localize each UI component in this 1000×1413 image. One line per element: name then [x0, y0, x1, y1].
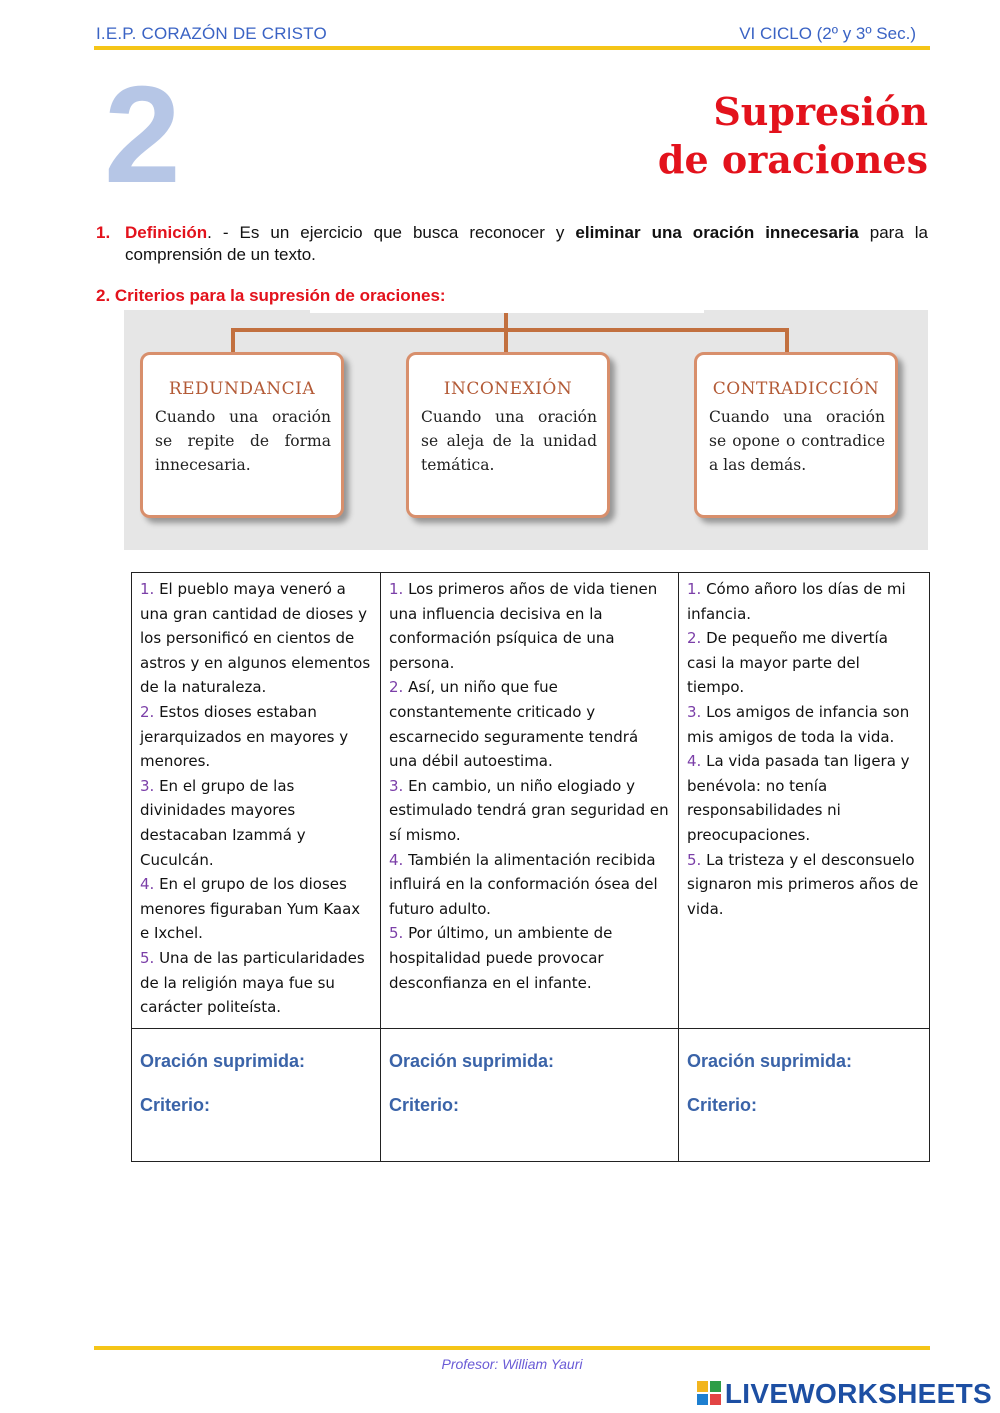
definition-paragraph	[96, 222, 928, 266]
item-text: En cambio, un niño elogiado y estimulado tendrá gran seguridad en sí mismo.	[389, 776, 669, 844]
criterion-contradiccion	[694, 352, 898, 518]
item-text: Estos dioses estaban jerarquizados en mayores y menores.	[140, 702, 349, 771]
teacher-name: Profesor: William Yauri	[441, 1356, 583, 1372]
answer-cell-1[interactable]	[132, 1028, 381, 1161]
title-line-2: de oraciones	[657, 137, 928, 182]
title-line-1: Supresión	[713, 89, 928, 134]
definition-text-b: para la	[858, 223, 929, 242]
criterion-title: REDUNDANCIA	[168, 379, 316, 399]
item-number: 5.	[687, 850, 702, 869]
exercise-table	[131, 572, 930, 1162]
item-text: Por último, un ambiente de hospitalidad puede provocar desconfianza en el infante.	[389, 924, 613, 992]
item-text: En el grupo de los dioses menores figuraban Yum Kaax e Ixchel.	[140, 875, 361, 943]
exercise-1	[132, 573, 381, 1029]
criterion-label: Criterio:	[389, 1095, 460, 1116]
criterion-title: CONTRADICCIÓN	[712, 379, 880, 399]
item-number: 4.	[389, 850, 404, 869]
item-number: 5.	[389, 924, 404, 943]
criteria-diagram	[124, 310, 928, 550]
item-number: 3.	[140, 776, 155, 795]
item-text: Así, un niño que fue constantemente criticado y escarnecido seguramente tendrá una débil autoestima.	[389, 678, 639, 771]
connector-right	[785, 328, 789, 354]
item-text: Los amigos de infancia son mis amigos de toda la vida.	[687, 702, 910, 746]
item-number: 4.	[687, 752, 702, 771]
item-number: 5.	[140, 948, 155, 967]
item-text: De pequeño me divertía casi la mayor parte del tiempo.	[687, 629, 888, 697]
criterion-label: Criterio:	[140, 1095, 211, 1116]
answer-cell-2[interactable]	[381, 1028, 679, 1161]
brand-text: LIVEWORKSHEETS	[724, 1378, 992, 1409]
item-text: Los primeros años de vida tienen una influencia decisiva en la conformación psíquica de una persona.	[389, 580, 658, 672]
criterion-redundancia	[140, 352, 344, 518]
item-number: 2.	[389, 678, 404, 697]
criterion-title: INCONEXIÓN	[443, 379, 573, 399]
item-text: La vida pasada tan ligera y benévola: no tenía responsabilidades ni preocupaciones.	[687, 752, 910, 844]
definition-line-2: comprensión de un texto.	[125, 245, 316, 264]
criterion-label: Criterio:	[687, 1095, 758, 1116]
item-text: El pueblo maya veneró a una gran cantidad de dioses y los personificó en cientos de astros y en algunos elementos de la naturaleza.	[140, 580, 371, 697]
cycle-label: VI CICLO (2º y 3º Sec.)	[739, 24, 916, 43]
criterion-text: Cuando una oración se aleja de la unidad temática.	[421, 408, 597, 474]
definition-number: 1.	[96, 223, 111, 242]
item-text: Una de las particularidades de la religión maya fue su carácter politeísta.	[140, 948, 365, 1017]
answer-cell-3[interactable]	[679, 1028, 930, 1161]
item-number: 1.	[140, 580, 155, 598]
item-text: En el grupo de las divinidades mayores destacaban Izammá y Cuculcán.	[140, 776, 306, 869]
suppressed-label: Oración suprimida:	[687, 1050, 853, 1071]
exercise-3	[679, 573, 930, 1029]
definition-bold: eliminar una oración innecesaria	[575, 223, 859, 242]
suppressed-label: Oración suprimida:	[389, 1050, 555, 1071]
exercise-row	[132, 573, 930, 1029]
exercise-2	[381, 573, 679, 1029]
item-number: 3.	[389, 776, 404, 795]
connector-left	[231, 328, 235, 354]
item-number: 1.	[389, 580, 404, 598]
liveworksheets-brand[interactable]	[697, 1378, 992, 1410]
footer-rule	[94, 1346, 930, 1350]
item-number: 2.	[140, 702, 155, 721]
item-number: 1.	[687, 580, 702, 598]
item-text: La tristeza y el desconsuelo signaron mis primeros años de vida.	[687, 850, 919, 918]
item-text: También la alimentación recibida influirá en la conformación ósea del futuro adulto.	[389, 850, 658, 918]
criteria-heading: 2. Criterios para la supresión de oraciones:	[96, 286, 446, 305]
criterion-text: Cuando una oración se opone o contradice a las demás.	[709, 408, 885, 474]
item-number: 2.	[687, 629, 702, 648]
connector-top-gap	[310, 310, 704, 313]
definition-label: Definición	[125, 223, 208, 242]
connector-bar	[231, 328, 789, 332]
page-title	[658, 88, 928, 184]
suppressed-label: Oración suprimida:	[140, 1050, 306, 1071]
liveworksheets-logo-icon	[697, 1381, 721, 1405]
criterion-inconexion	[406, 352, 610, 518]
item-number: 4.	[140, 875, 155, 894]
lesson-number: 2	[104, 58, 181, 212]
criterion-text: Cuando una oración se repite de forma innecesaria.	[155, 408, 331, 474]
school-name: I.E.P. CORAZÓN DE CRISTO	[96, 24, 327, 43]
connector-center	[504, 328, 508, 354]
header-rule	[94, 46, 930, 50]
item-number: 3.	[687, 702, 702, 721]
item-text: Cómo añoro los días de mi infancia.	[687, 580, 906, 623]
definition-text-a: . - Es un ejercicio que busca reconocer y	[207, 223, 576, 242]
answer-row	[132, 1028, 930, 1161]
